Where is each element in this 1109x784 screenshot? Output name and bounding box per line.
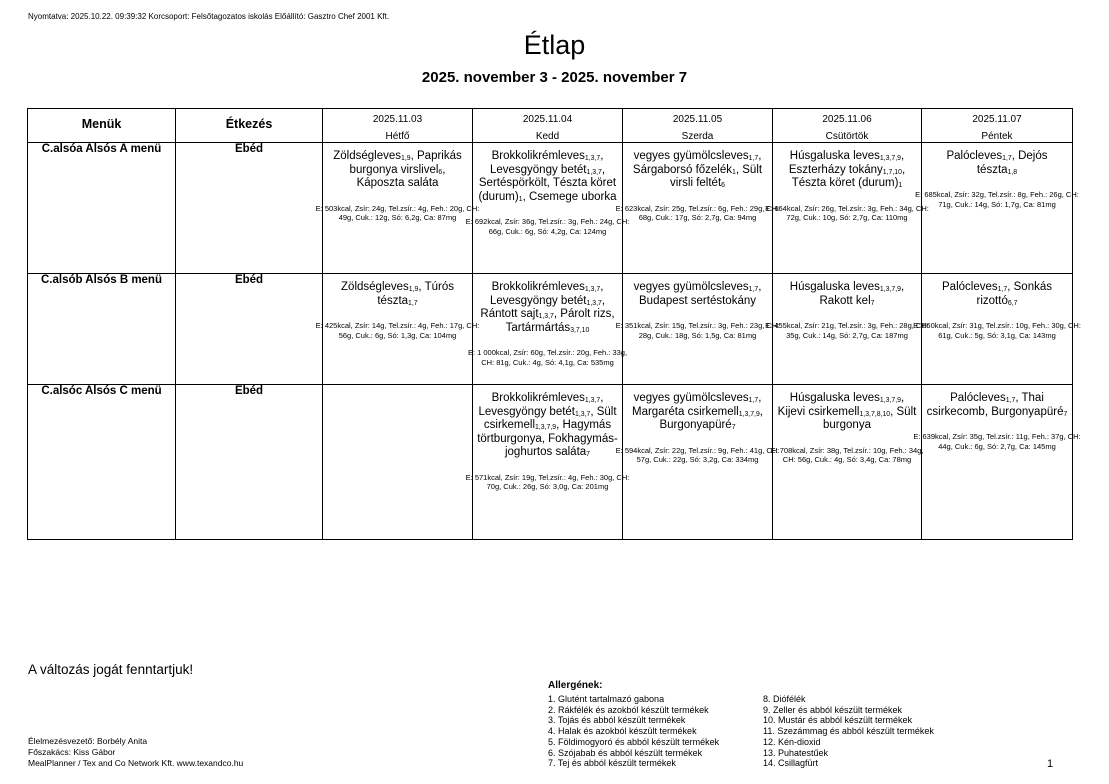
credit-line-chef: Főszakács: Kiss Gábor — [28, 746, 116, 757]
nutrition-info: E: 351kcal, Zsír: 15g, Tel.zsír.: 3g, Feh.: 23g, CH: 28g, Cuk.: 18g, Só: 1,5g, Ca: 81mg — [615, 321, 780, 340]
menu-name: C.alsób Alsós B menü — [28, 274, 176, 385]
allergen-item: 2. Rákfélék és azokból készült termékek — [548, 704, 709, 715]
day-header-monday — [323, 109, 473, 143]
allergen-item: 13. Puhatestűek — [763, 747, 829, 758]
col-header-menuk: Menük — [28, 109, 176, 143]
dish-list: Palócleves$_{1,7}$, Sonkás rizottó$_{6,7}$ — [942, 281, 1052, 307]
dish-list: Húsgaluska leves$_{1,3,7,9}$, Eszterházy tokány$_{1,7,10}$, Tészta köret $(durum)_1$ — [788, 150, 906, 189]
day-header-thursday — [773, 109, 922, 143]
table-header-row — [28, 109, 1073, 143]
allergen-item: 6. Szójabab és abból készült termékek — [548, 747, 703, 758]
dish-list: Palócleves$_{1,7}$, Dejós tészta$_{1,8}$ — [946, 150, 1048, 176]
day-date: 2025.11.05 — [672, 114, 723, 125]
nutrition-info: E: 1 000kcal, Zsír: 60g, Tel.zsír.: 20g, Feh.: 33g, CH: 81g, Cuk.: 4g, Só: 4,1g, Ca: 535mg — [467, 348, 628, 367]
allergen-item: 9. Zeller és abból készült termékek — [763, 704, 903, 715]
allergen-list-left — [548, 694, 763, 769]
menu-cell — [913, 274, 1081, 385]
nutrition-info: E: 685kcal, Zsír: 32g, Tel.zsír.: 8g, Feh.: 26g, CH: 71g, Cuk.: 14g, Só: 1,7g, Ca: 81mg — [915, 190, 1079, 209]
day-date: 2025.11.03 — [372, 114, 423, 125]
credits-block — [28, 736, 243, 768]
allergens-section — [548, 680, 934, 769]
allergens-title: Allergének: — [548, 680, 603, 691]
allergen-item: 12. Kén-dioxid — [763, 736, 821, 747]
dish-list: Brokkolikrémleves$_{1,3,7}$, Levesgyöngy betét$_{1,3,7}$, Sertéspörkölt, Tészta köret $(durum)_1$, Csemege uborka — [478, 150, 617, 203]
allergen-list-right — [763, 694, 934, 769]
page-title: Étlap — [523, 30, 586, 60]
nutrition-info: E: 425kcal, Zsír: 14g, Tel.zsír.: 4g, Feh.: 17g, CH: 56g, Cuk.: 6g, Só: 1,3g, Ca: 104mg — [315, 321, 480, 340]
day-header-tuesday — [473, 109, 623, 143]
allergen-item: 14. Csillagfürt — [763, 758, 819, 769]
meal-type: Ebéd — [176, 385, 323, 540]
menu-name: C.alsóa Alsós A menü — [28, 143, 176, 274]
nutrition-info: E: 594kcal, Zsír: 22g, Tel.zsír.: 9g, Feh.: 41g, CH: 57g, Cuk.: 22g, Só: 3,2g, Ca: 334mg — [615, 445, 780, 464]
date-range: 2025. november 3 - 2025. november 7 — [421, 69, 688, 86]
menu-cell — [615, 274, 780, 385]
dish-list: Húsgaluska leves$_{1,3,7,9}$, Kijevi csirkemell$_{1,3,7,8,10}$, Sült burgonya — [777, 392, 917, 431]
dish-list: Brokkolikrémleves$_{1,3,7}$, Levesgyöngy betét$_{1,3,7}$, Sült csirkemell$_{1,3,7,9}$, Hagymás törtburgonya, Fokhagymás-joghurtos saláta$_7$ — [477, 392, 618, 458]
allergen-item: 7. Tej és abból készült termékek — [548, 758, 676, 769]
allergen-item: 5. Földimogyoró és abból készült termékek — [548, 736, 720, 747]
day-date: 2025.11.04 — [522, 114, 573, 125]
nutrition-info: E: 692kcal, Zsír: 36g, Tel.zsír.: 3g, Feh.: 24g, CH: 66g, Cuk.: 6g, Só: 4,2g, Ca: 124mg — [465, 217, 630, 236]
table-row-menu-c — [28, 385, 1073, 540]
day-name: Csütörtök — [825, 131, 869, 142]
nutrition-info: E: 455kcal, Zsír: 21g, Tel.zsír.: 3g, Feh.: 28g, CH: 35g, Cuk.: 14g, Só: 2,7g, Ca: 187mg — [765, 321, 929, 340]
table-row-menu-b — [28, 274, 1073, 385]
menu-cell — [465, 143, 630, 274]
menu-cell — [765, 143, 929, 274]
menu-cell — [467, 274, 628, 385]
dish-list: vegyes gyümölcsleves$_{1,7}$, Margaréta csirkemell$_{1,3,7,9}$, Burgonyapüré$_7$ — [631, 392, 763, 431]
dish-list: vegyes gyümölcsleves$_{1,7}$, Sárgaborsó főzelék$_1$, Sült virsli feltét$_6$ — [632, 150, 763, 189]
dish-list: vegyes gyümölcsleves$_{1,7}$, Budapest sertéstokány — [633, 281, 762, 307]
day-name: Szerda — [681, 131, 714, 142]
day-name: Kedd — [535, 131, 560, 142]
dish-list: Zöldségleves$_{1,9}$, Túrós tészta$_{1,7}$ — [341, 281, 454, 307]
allergen-item: 11. Szezámmag és abból készült termékek — [763, 726, 934, 737]
menu-cell — [913, 385, 1081, 540]
print-info-line: Nyomtatva: 2025.10.22. 09:39:32 Korcsoport: Felsőtagozatos iskolás Előállító: Gasztro Chef 2001 Kft. — [28, 12, 390, 21]
dish-list: Zöldségleves$_{1,9}$, Paprikás burgonya virslivel$_6$, Káposzta saláta — [333, 150, 462, 189]
allergen-item: 3. Tojás és abból készült termékek — [548, 715, 686, 726]
menu-cell — [315, 274, 480, 385]
meal-type: Ebéd — [176, 143, 323, 274]
menu-cell — [915, 143, 1079, 274]
col-header-etkezes: Étkezés — [176, 109, 323, 143]
allergen-item: 10. Mustár és abból készült termékek — [763, 715, 913, 726]
nutrition-info: E: 664kcal, Zsír: 26g, Tel.zsír.: 3g, Feh.: 34g, CH: 72g, Cuk.: 10g, Só: 2,7g, Ca: 110mg — [765, 203, 929, 222]
menu-cell — [315, 143, 480, 274]
menu-table — [27, 108, 1081, 540]
dish-list — [323, 385, 472, 392]
day-name: Péntek — [981, 131, 1013, 142]
menu-name: C.alsóc Alsós C menü — [28, 385, 176, 540]
menu-cell — [615, 143, 780, 274]
day-date: 2025.11.07 — [972, 114, 1022, 125]
day-name: Hétfő — [385, 131, 410, 142]
meal-type: Ebéd — [176, 274, 323, 385]
credit-line-software: MealPlanner / Tex and Co Network Kft. www.texandco.hu — [28, 757, 244, 768]
day-header-friday — [922, 109, 1073, 143]
menu-cell — [765, 274, 929, 385]
allergen-item: 4. Halak és azokból készült termékek — [548, 726, 697, 737]
menu-cell-empty — [323, 385, 473, 540]
dish-list: Palócleves$_{1,7}$, Thai csirkecomb, Burgonyapüré$_7$ — [926, 392, 1068, 418]
nutrition-info: E: 660kcal, Zsír: 31g, Tel.zsír.: 10g, Feh.: 30g, CH: 61g, Cuk.: 5g, Só: 3,1g, Ca: 143mg — [913, 321, 1081, 340]
day-header-wednesday — [623, 109, 773, 143]
day-date: 2025.11.06 — [822, 114, 872, 125]
menu-cell — [615, 385, 780, 540]
nutrition-info: E: 571kcal, Zsír: 19g, Tel.zsír.: 4g, Feh.: 30g, CH: 70g, Cuk.: 26g, Só: 3,0g, Ca: 201mg — [465, 472, 630, 491]
dish-list: Húsgaluska leves$_{1,3,7,9}$, Rakott kel$_7$ — [789, 281, 905, 307]
allergen-item: 1. Glutént tartalmazó gabona — [548, 694, 665, 704]
nutrition-info: E: 708kcal, Zsír: 38g, Tel.zsír.: 10g, Feh.: 34g, CH: 56g, Cuk.: 4g, Só: 3,4g, Ca: 78mg — [770, 445, 924, 464]
credit-line-dietitian: Élelmezésvezető: Borbély Anita — [28, 736, 148, 746]
page-number: 1 — [1046, 758, 1054, 770]
nutrition-info: E: 639kcal, Zsír: 35g, Tel.zsír.: 11g, Feh.: 37g, CH: 44g, Cuk.: 6g, Só: 2,7g, Ca: 145mg — [913, 432, 1081, 451]
nutrition-info: E: 623kcal, Zsír: 25g, Tel.zsír.: 6g, Feh.: 29g, CH: 68g, Cuk.: 17g, Só: 2,7g, Ca: 94mg — [615, 203, 780, 222]
change-disclaimer: A változás jogát fenntartjuk! — [28, 662, 194, 677]
allergen-item: 8. Diófélék — [763, 694, 806, 704]
dish-list: Brokkolikrémleves$_{1,3,7}$, Levesgyöngy betét$_{1,3,7}$, Rántott sajt$_{1,3,7}$, Párolt rizs, Tartármártás$_{3,7,10}$ — [480, 281, 615, 334]
nutrition-info: E: 503kcal, Zsír: 24g, Tel.zsír.: 4g, Feh.: 20g, CH: 49g, Cuk.: 12g, Só: 6,2g, Ca: 87mg — [315, 203, 480, 222]
table-row-menu-a — [28, 143, 1073, 274]
menu-cell — [770, 385, 924, 540]
menu-cell — [465, 385, 630, 540]
